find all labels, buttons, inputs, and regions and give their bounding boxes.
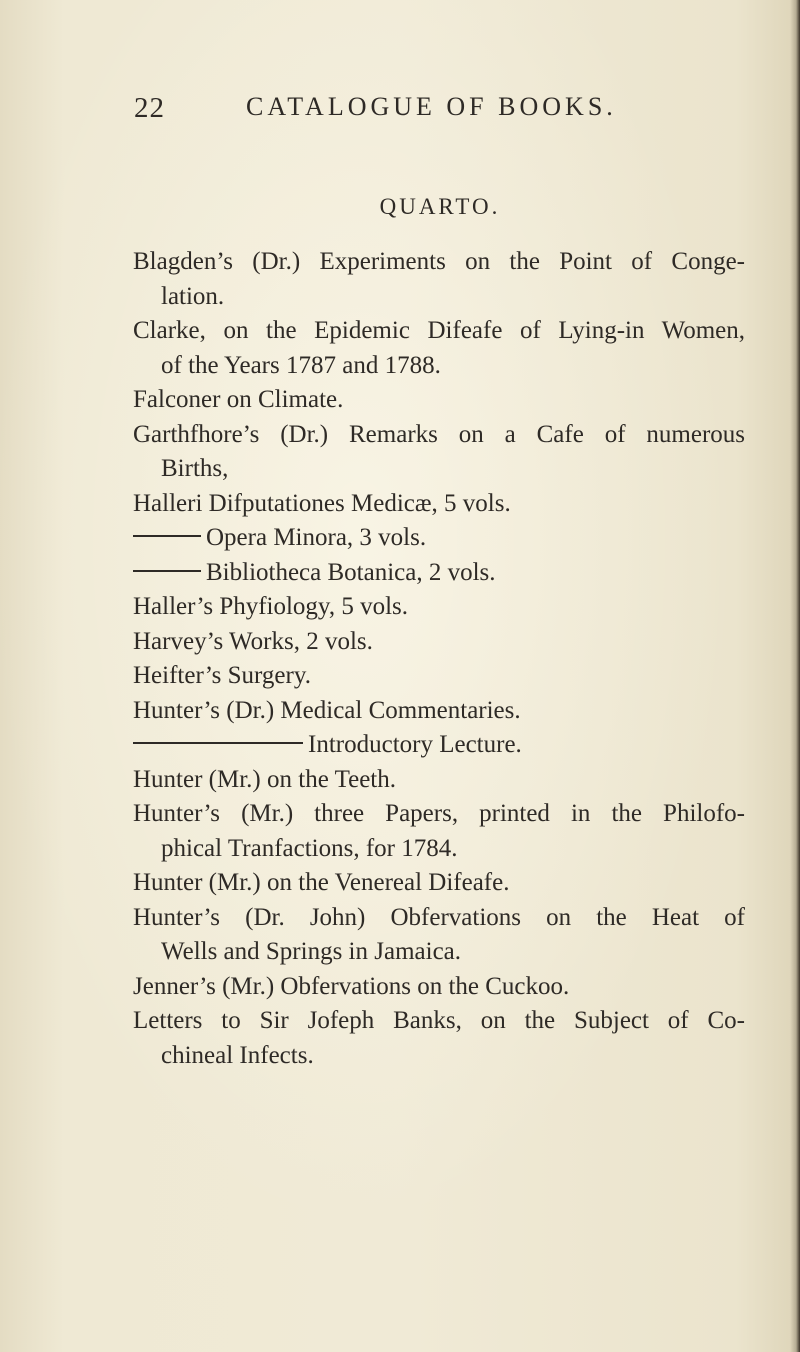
page-number: 22 [134, 92, 165, 124]
entry-line: Hunter (Mr.) on the Teeth. [133, 765, 397, 793]
entry-line: Garthfhore’s (Dr.) Remarks on a Cafe of numerous [133, 420, 745, 448]
entry-line: Harvey’s Works, 2 vols. [133, 627, 373, 655]
entry-line: of the Years 1787 and 1788. [161, 351, 441, 379]
entry-line: chineal Infects. [161, 1041, 314, 1069]
entry-line: Falconer on Climate. [133, 386, 344, 413]
entry-line: Heifter’s Surgery. [133, 662, 311, 689]
entry-line: Hunter’s (Dr. John) Obfervations on the Heat of [133, 903, 745, 931]
entry-line-ditto [133, 728, 745, 763]
entry-text: Opera Minora, 3 vols. [206, 524, 427, 551]
entry-line: Haller’s Phyfiology, 5 vols. [133, 593, 408, 620]
page-header [134, 92, 634, 132]
entry-line: Blagden’s (Dr.) Experiments on the Point of Conge- [133, 248, 745, 275]
ditto-dash [133, 570, 201, 572]
entry-line: Wells and Springs in Jamaica. [161, 938, 462, 965]
entry-line: lation. [161, 282, 225, 310]
entry-line: Hunter’s (Dr.) Medical Commentaries. [133, 696, 521, 724]
entry-line: Births, [161, 455, 229, 482]
entry-line: Hunter (Mr.) on the Venereal Difeafe. [133, 869, 510, 896]
catalogue-list [133, 245, 745, 1073]
entry-line: Hunter’s (Mr.) three Papers, printed in the Philofo- [133, 800, 745, 827]
entry-line: Halleri Difputationes Medicæ, 5 vols. [133, 489, 511, 517]
ditto-dash [133, 742, 303, 744]
entry-text: Introductory Lecture. [308, 731, 522, 758]
entry-text: Bibliotheca Botanica, 2 vols. [206, 558, 496, 586]
entry-line: Letters to Sir Jofeph Banks, on the Subject of Co- [133, 1007, 745, 1034]
entry-line-ditto [133, 521, 745, 556]
entry-line: Jenner’s (Mr.) Obfervations on the Cuckoo. [133, 972, 570, 1000]
entry-line-ditto [133, 556, 745, 591]
ditto-dash [133, 535, 201, 537]
entry-line: phical Tranfactions, for 1784. [161, 834, 458, 862]
entry-line: Clarke, on the Epidemic Difeafe of Lying-in Women, [133, 317, 745, 344]
section-heading: QUARTO. [379, 194, 501, 219]
running-head: CATALOGUE OF BOOKS. [246, 92, 617, 121]
